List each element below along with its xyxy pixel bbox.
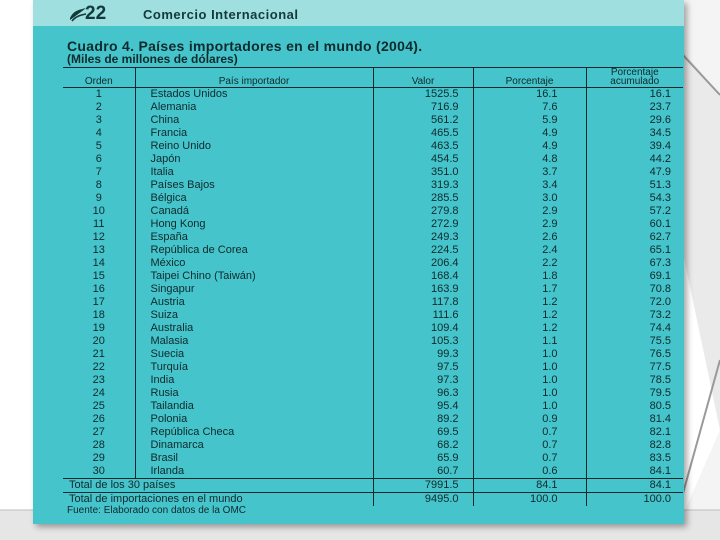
table-row	[63, 218, 683, 231]
header-valor: Valor	[373, 68, 473, 88]
cell-valor: 105.3	[373, 335, 473, 348]
cell-orden: 8	[63, 179, 135, 192]
table-row	[63, 101, 683, 114]
cell-porcentaje: 2.9	[473, 205, 586, 218]
total-row	[63, 493, 683, 507]
cell-porcentaje: 1.2	[473, 309, 586, 322]
cell-acumulado: 76.5	[649, 348, 671, 360]
cell-valor: 463.5	[373, 140, 473, 153]
cell-valor: 95.4	[373, 400, 473, 413]
table-row	[63, 348, 683, 361]
total-row	[63, 479, 683, 493]
cell-pais: Suecia	[135, 348, 373, 361]
cell-orden: 2	[63, 101, 135, 114]
table-row	[63, 361, 683, 374]
cell-valor: 89.2	[373, 413, 473, 426]
cell-acumulado: 72.0	[649, 296, 671, 308]
total-acumulado: 100.0	[586, 493, 683, 507]
cell-orden: 15	[63, 270, 135, 283]
total-valor: 9495.0	[373, 493, 473, 507]
cell-acumulado: 77.5	[649, 361, 671, 373]
cell-pais: Estados Unidos	[135, 88, 373, 102]
cell-porcentaje: 1.0	[473, 400, 586, 413]
table-row	[63, 309, 683, 322]
cell-acumulado: 44.2	[649, 153, 671, 165]
scanned-page	[33, 0, 684, 524]
cell-porcentaje: 2.2	[473, 257, 586, 270]
cell-porcentaje: 4.9	[473, 140, 586, 153]
table-row	[63, 387, 683, 400]
cell-valor: 65.9	[373, 452, 473, 465]
total-acumulado: 84.1	[586, 479, 683, 493]
cell-acumulado: 16.1	[649, 88, 671, 100]
cell-porcentaje: 1.0	[473, 374, 586, 387]
cell-acumulado: 39.4	[649, 140, 671, 152]
cell-acumulado: 54.3	[649, 192, 671, 204]
cell-valor: 249.3	[373, 231, 473, 244]
cell-orden: 1	[63, 88, 135, 102]
cell-pais: Singapur	[135, 283, 373, 296]
cell-pais: India	[135, 374, 373, 387]
cell-porcentaje: 3.4	[473, 179, 586, 192]
cell-pais: Malasia	[135, 335, 373, 348]
table-header-row	[63, 68, 683, 88]
cell-orden: 27	[63, 426, 135, 439]
cell-valor: 716.9	[373, 101, 473, 114]
cell-pais: España	[135, 231, 373, 244]
cell-porcentaje: 1.0	[473, 387, 586, 400]
table-row	[63, 114, 683, 127]
table-row	[63, 465, 683, 479]
cell-orden: 10	[63, 205, 135, 218]
table-row	[63, 244, 683, 257]
cell-orden: 22	[63, 361, 135, 374]
table-row	[63, 88, 683, 102]
cell-orden: 13	[63, 244, 135, 257]
cell-porcentaje: 1.1	[473, 335, 586, 348]
cell-valor: 96.3	[373, 387, 473, 400]
table-row	[63, 270, 683, 283]
cell-acumulado: 75.5	[649, 335, 671, 347]
table-title: Cuadro 4. Países importadores en el mundo (2004).	[67, 38, 423, 54]
cell-porcentaje: 2.4	[473, 244, 586, 257]
header-pais: País importador	[135, 68, 373, 88]
cell-valor: 206.4	[373, 257, 473, 270]
cell-porcentaje: 1.2	[473, 296, 586, 309]
cell-pais: Turquía	[135, 361, 373, 374]
cell-orden: 3	[63, 114, 135, 127]
cell-orden: 16	[63, 283, 135, 296]
cell-orden: 7	[63, 166, 135, 179]
cell-orden: 26	[63, 413, 135, 426]
table-row	[63, 335, 683, 348]
cell-porcentaje: 4.8	[473, 153, 586, 166]
table-row	[63, 296, 683, 309]
cell-acumulado: 79.5	[649, 387, 671, 399]
cell-pais: Dinamarca	[135, 439, 373, 452]
cell-acumulado: 47.9	[649, 166, 671, 178]
cell-pais: Taipei Chino (Taiwán)	[135, 270, 373, 283]
cell-orden: 23	[63, 374, 135, 387]
cell-acumulado: 60.1	[649, 218, 671, 230]
cell-pais: Alemania	[135, 101, 373, 114]
total-porcentaje: 100.0	[473, 493, 586, 507]
cell-acumulado: 73.2	[649, 309, 671, 321]
header-porcentaje: Porcentaje	[473, 68, 586, 88]
cell-pais: China	[135, 114, 373, 127]
table-row	[63, 140, 683, 153]
cell-acumulado: 34.5	[649, 127, 671, 139]
cell-pais: Australia	[135, 322, 373, 335]
cell-valor: 60.7	[373, 465, 473, 479]
cell-valor: 224.5	[373, 244, 473, 257]
importers-table	[63, 67, 683, 506]
cell-pais: Italia	[135, 166, 373, 179]
cell-porcentaje: 0.7	[473, 439, 586, 452]
cell-acumulado: 80.5	[649, 400, 671, 412]
cell-porcentaje: 0.7	[473, 426, 586, 439]
cell-porcentaje: 4.9	[473, 127, 586, 140]
cell-porcentaje: 1.0	[473, 361, 586, 374]
cell-pais: Austria	[135, 296, 373, 309]
cell-orden: 6	[63, 153, 135, 166]
cell-pais: Tailandia	[135, 400, 373, 413]
cell-orden: 14	[63, 257, 135, 270]
cell-porcentaje: 5.9	[473, 114, 586, 127]
cell-pais: Irlanda	[135, 465, 373, 479]
cell-pais: Canadá	[135, 205, 373, 218]
cell-orden: 28	[63, 439, 135, 452]
cell-acumulado: 69.1	[649, 270, 671, 282]
cell-valor: 97.5	[373, 361, 473, 374]
cell-pais: Hong Kong	[135, 218, 373, 231]
cell-acumulado: 65.1	[649, 244, 671, 256]
cell-orden: 20	[63, 335, 135, 348]
cell-orden: 17	[63, 296, 135, 309]
cell-orden: 11	[63, 218, 135, 231]
header-acumulado-line2: acumulado	[610, 76, 660, 87]
table-subtitle: (Miles de millones de dólares)	[67, 52, 238, 66]
cell-orden: 21	[63, 348, 135, 361]
table-row	[63, 452, 683, 465]
header-acumulado	[586, 68, 683, 88]
cell-acumulado: 81.4	[649, 413, 671, 425]
cell-pais: Brasil	[135, 452, 373, 465]
table-row	[63, 322, 683, 335]
total-valor: 7991.5	[373, 479, 473, 493]
cell-valor: 454.5	[373, 153, 473, 166]
cell-porcentaje: 1.7	[473, 283, 586, 296]
cell-orden: 29	[63, 452, 135, 465]
cell-valor: 109.4	[373, 322, 473, 335]
cell-pais: Países Bajos	[135, 179, 373, 192]
cell-valor: 68.2	[373, 439, 473, 452]
cell-orden: 12	[63, 231, 135, 244]
cell-porcentaje: 2.6	[473, 231, 586, 244]
cell-valor: 99.3	[373, 348, 473, 361]
cell-pais: Suiza	[135, 309, 373, 322]
table-row	[63, 400, 683, 413]
table-row	[63, 205, 683, 218]
cell-acumulado: 29.6	[649, 114, 671, 126]
cell-orden: 9	[63, 192, 135, 205]
cell-pais: Francia	[135, 127, 373, 140]
cell-pais: República Checa	[135, 426, 373, 439]
cell-valor: 97.3	[373, 374, 473, 387]
cell-valor: 111.6	[373, 309, 473, 322]
cell-orden: 25	[63, 400, 135, 413]
table-row	[63, 192, 683, 205]
cell-valor: 561.2	[373, 114, 473, 127]
cell-orden: 4	[63, 127, 135, 140]
cell-porcentaje: 1.0	[473, 348, 586, 361]
source-note: Fuente: Elaborado con datos de la OMC	[67, 505, 246, 516]
cell-orden: 19	[63, 322, 135, 335]
cell-pais: Bélgica	[135, 192, 373, 205]
table-row	[63, 231, 683, 244]
cell-acumulado: 83.5	[649, 452, 671, 464]
page-number: 22	[85, 3, 107, 24]
cell-acumulado: 57.2	[649, 205, 671, 217]
table-row	[63, 179, 683, 192]
table-row	[63, 166, 683, 179]
cell-valor: 1525.5	[373, 88, 473, 102]
page-header	[33, 0, 684, 26]
cell-porcentaje: 0.9	[473, 413, 586, 426]
cell-porcentaje: 16.1	[473, 88, 586, 102]
header-acumulado-line1: Porcentaje	[610, 67, 659, 78]
cell-valor: 272.9	[373, 218, 473, 231]
cell-valor: 285.5	[373, 192, 473, 205]
cell-pais: República de Corea	[135, 244, 373, 257]
total-label: Total de importaciones en el mundo	[63, 493, 373, 507]
cell-porcentaje: 7.6	[473, 101, 586, 114]
cell-acumulado: 62.7	[649, 231, 671, 243]
table-row	[63, 283, 683, 296]
cell-orden: 24	[63, 387, 135, 400]
cell-orden: 18	[63, 309, 135, 322]
cell-porcentaje: 3.7	[473, 166, 586, 179]
cell-pais: Reino Unido	[135, 140, 373, 153]
cell-porcentaje: 1.8	[473, 270, 586, 283]
cell-orden: 5	[63, 140, 135, 153]
cell-acumulado: 84.1	[649, 465, 671, 477]
cell-acumulado: 67.3	[649, 257, 671, 269]
cell-valor: 163.9	[373, 283, 473, 296]
chapter-title: Comercio Internacional	[143, 7, 299, 22]
cell-acumulado: 82.8	[649, 439, 671, 451]
cell-valor: 319.3	[373, 179, 473, 192]
cell-pais: México	[135, 257, 373, 270]
table-row	[63, 257, 683, 270]
cell-acumulado: 74.4	[649, 322, 671, 334]
cell-acumulado: 78.5	[649, 374, 671, 386]
table-row	[63, 374, 683, 387]
table-row	[63, 127, 683, 140]
cell-valor: 69.5	[373, 426, 473, 439]
cell-porcentaje: 3.0	[473, 192, 586, 205]
cell-orden: 30	[63, 465, 135, 479]
cell-valor: 117.8	[373, 296, 473, 309]
cell-acumulado: 70.8	[649, 283, 671, 295]
table-body	[63, 88, 683, 507]
book-logo	[69, 3, 119, 24]
header-orden: Orden	[63, 68, 135, 88]
table-row	[63, 153, 683, 166]
table-row	[63, 413, 683, 426]
cell-valor: 279.8	[373, 205, 473, 218]
cell-valor: 168.4	[373, 270, 473, 283]
total-porcentaje: 84.1	[473, 479, 586, 493]
cell-valor: 351.0	[373, 166, 473, 179]
cell-acumulado: 23.7	[649, 101, 671, 113]
cell-porcentaje: 0.6	[473, 465, 586, 479]
cell-valor: 465.5	[373, 127, 473, 140]
cell-pais: Polonia	[135, 413, 373, 426]
cell-porcentaje: 0.7	[473, 452, 586, 465]
cell-acumulado: 51.3	[649, 179, 671, 191]
cell-acumulado: 82.1	[649, 426, 671, 438]
table-row	[63, 426, 683, 439]
cell-pais: Rusia	[135, 387, 373, 400]
cell-porcentaje: 1.2	[473, 322, 586, 335]
table-row	[63, 439, 683, 452]
total-label: Total de los 30 países	[63, 479, 373, 493]
cell-pais: Japón	[135, 153, 373, 166]
cell-porcentaje: 2.9	[473, 218, 586, 231]
